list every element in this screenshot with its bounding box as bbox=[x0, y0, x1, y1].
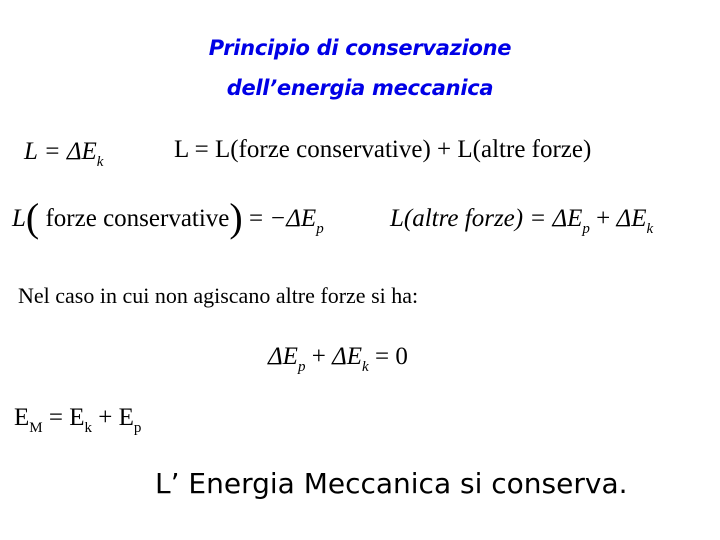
eq3-open-paren: ( bbox=[25, 195, 40, 240]
eq5-zero: 0 bbox=[395, 343, 408, 370]
eq4-delta: Δ bbox=[616, 205, 632, 232]
eq3-subscript-p: p bbox=[316, 221, 324, 237]
condition-sentence: Nel caso in cui non agiscano altre forze si ha: bbox=[18, 283, 419, 308]
eq2-lhs: L = L(forze conservative) bbox=[174, 136, 431, 163]
eq4-E: E bbox=[631, 205, 647, 232]
eq3-equals: = bbox=[249, 205, 264, 232]
eq5-plus: + bbox=[311, 343, 326, 370]
equation-conservative-work bbox=[12, 195, 324, 240]
eq3-inner: forze conservative bbox=[45, 205, 230, 232]
eq5-delta: Δ bbox=[332, 343, 347, 370]
equation-work-kinetic bbox=[24, 138, 104, 170]
eq4-subscript-p: p bbox=[582, 221, 590, 237]
eq5-subscript-k: k bbox=[362, 359, 369, 375]
eq3-close-paren: ) bbox=[229, 195, 243, 240]
eq6-Ep: E bbox=[118, 404, 134, 431]
eq3-E: E bbox=[300, 205, 317, 232]
eq6-plus: + bbox=[98, 404, 113, 431]
eq1-subscript-k: k bbox=[96, 154, 104, 170]
eq6-subscript-M: M bbox=[29, 420, 43, 436]
equation-mechanical-energy bbox=[14, 404, 142, 436]
eq6-Ek: E bbox=[69, 404, 85, 431]
eq1-body: L = ΔE bbox=[24, 138, 97, 165]
equation-energy-sum-zero bbox=[268, 343, 408, 375]
eq4-subscript-k: k bbox=[646, 221, 654, 237]
eq5-subscript-p: p bbox=[297, 359, 306, 375]
eq6-subscript-k: k bbox=[84, 420, 93, 436]
eq4-body: L(altre forze) = ΔE bbox=[390, 205, 583, 232]
eq6-equals: = bbox=[48, 404, 63, 431]
eq6-E: E bbox=[14, 404, 30, 431]
title-line-2: dell’energia meccanica bbox=[226, 76, 494, 100]
eq4-plus: + bbox=[596, 205, 611, 232]
eq6-subscript-p: p bbox=[133, 420, 142, 436]
title-line-1: Principio di conservazione bbox=[208, 36, 512, 60]
eq3-minus-delta: −Δ bbox=[269, 205, 301, 232]
equation-other-work bbox=[390, 205, 654, 237]
eq5-delta-E: ΔE bbox=[268, 343, 298, 370]
eq2-rhs: L(altre forze) bbox=[457, 136, 592, 163]
eq5-equals: = bbox=[374, 343, 390, 370]
eq2-plus: + bbox=[437, 136, 452, 163]
equation-work-split bbox=[174, 136, 591, 164]
eq5-E: E bbox=[346, 343, 363, 370]
conclusion-statement: L’ Energia Meccanica si conserva. bbox=[155, 467, 628, 500]
eq3-L: L bbox=[12, 205, 26, 232]
